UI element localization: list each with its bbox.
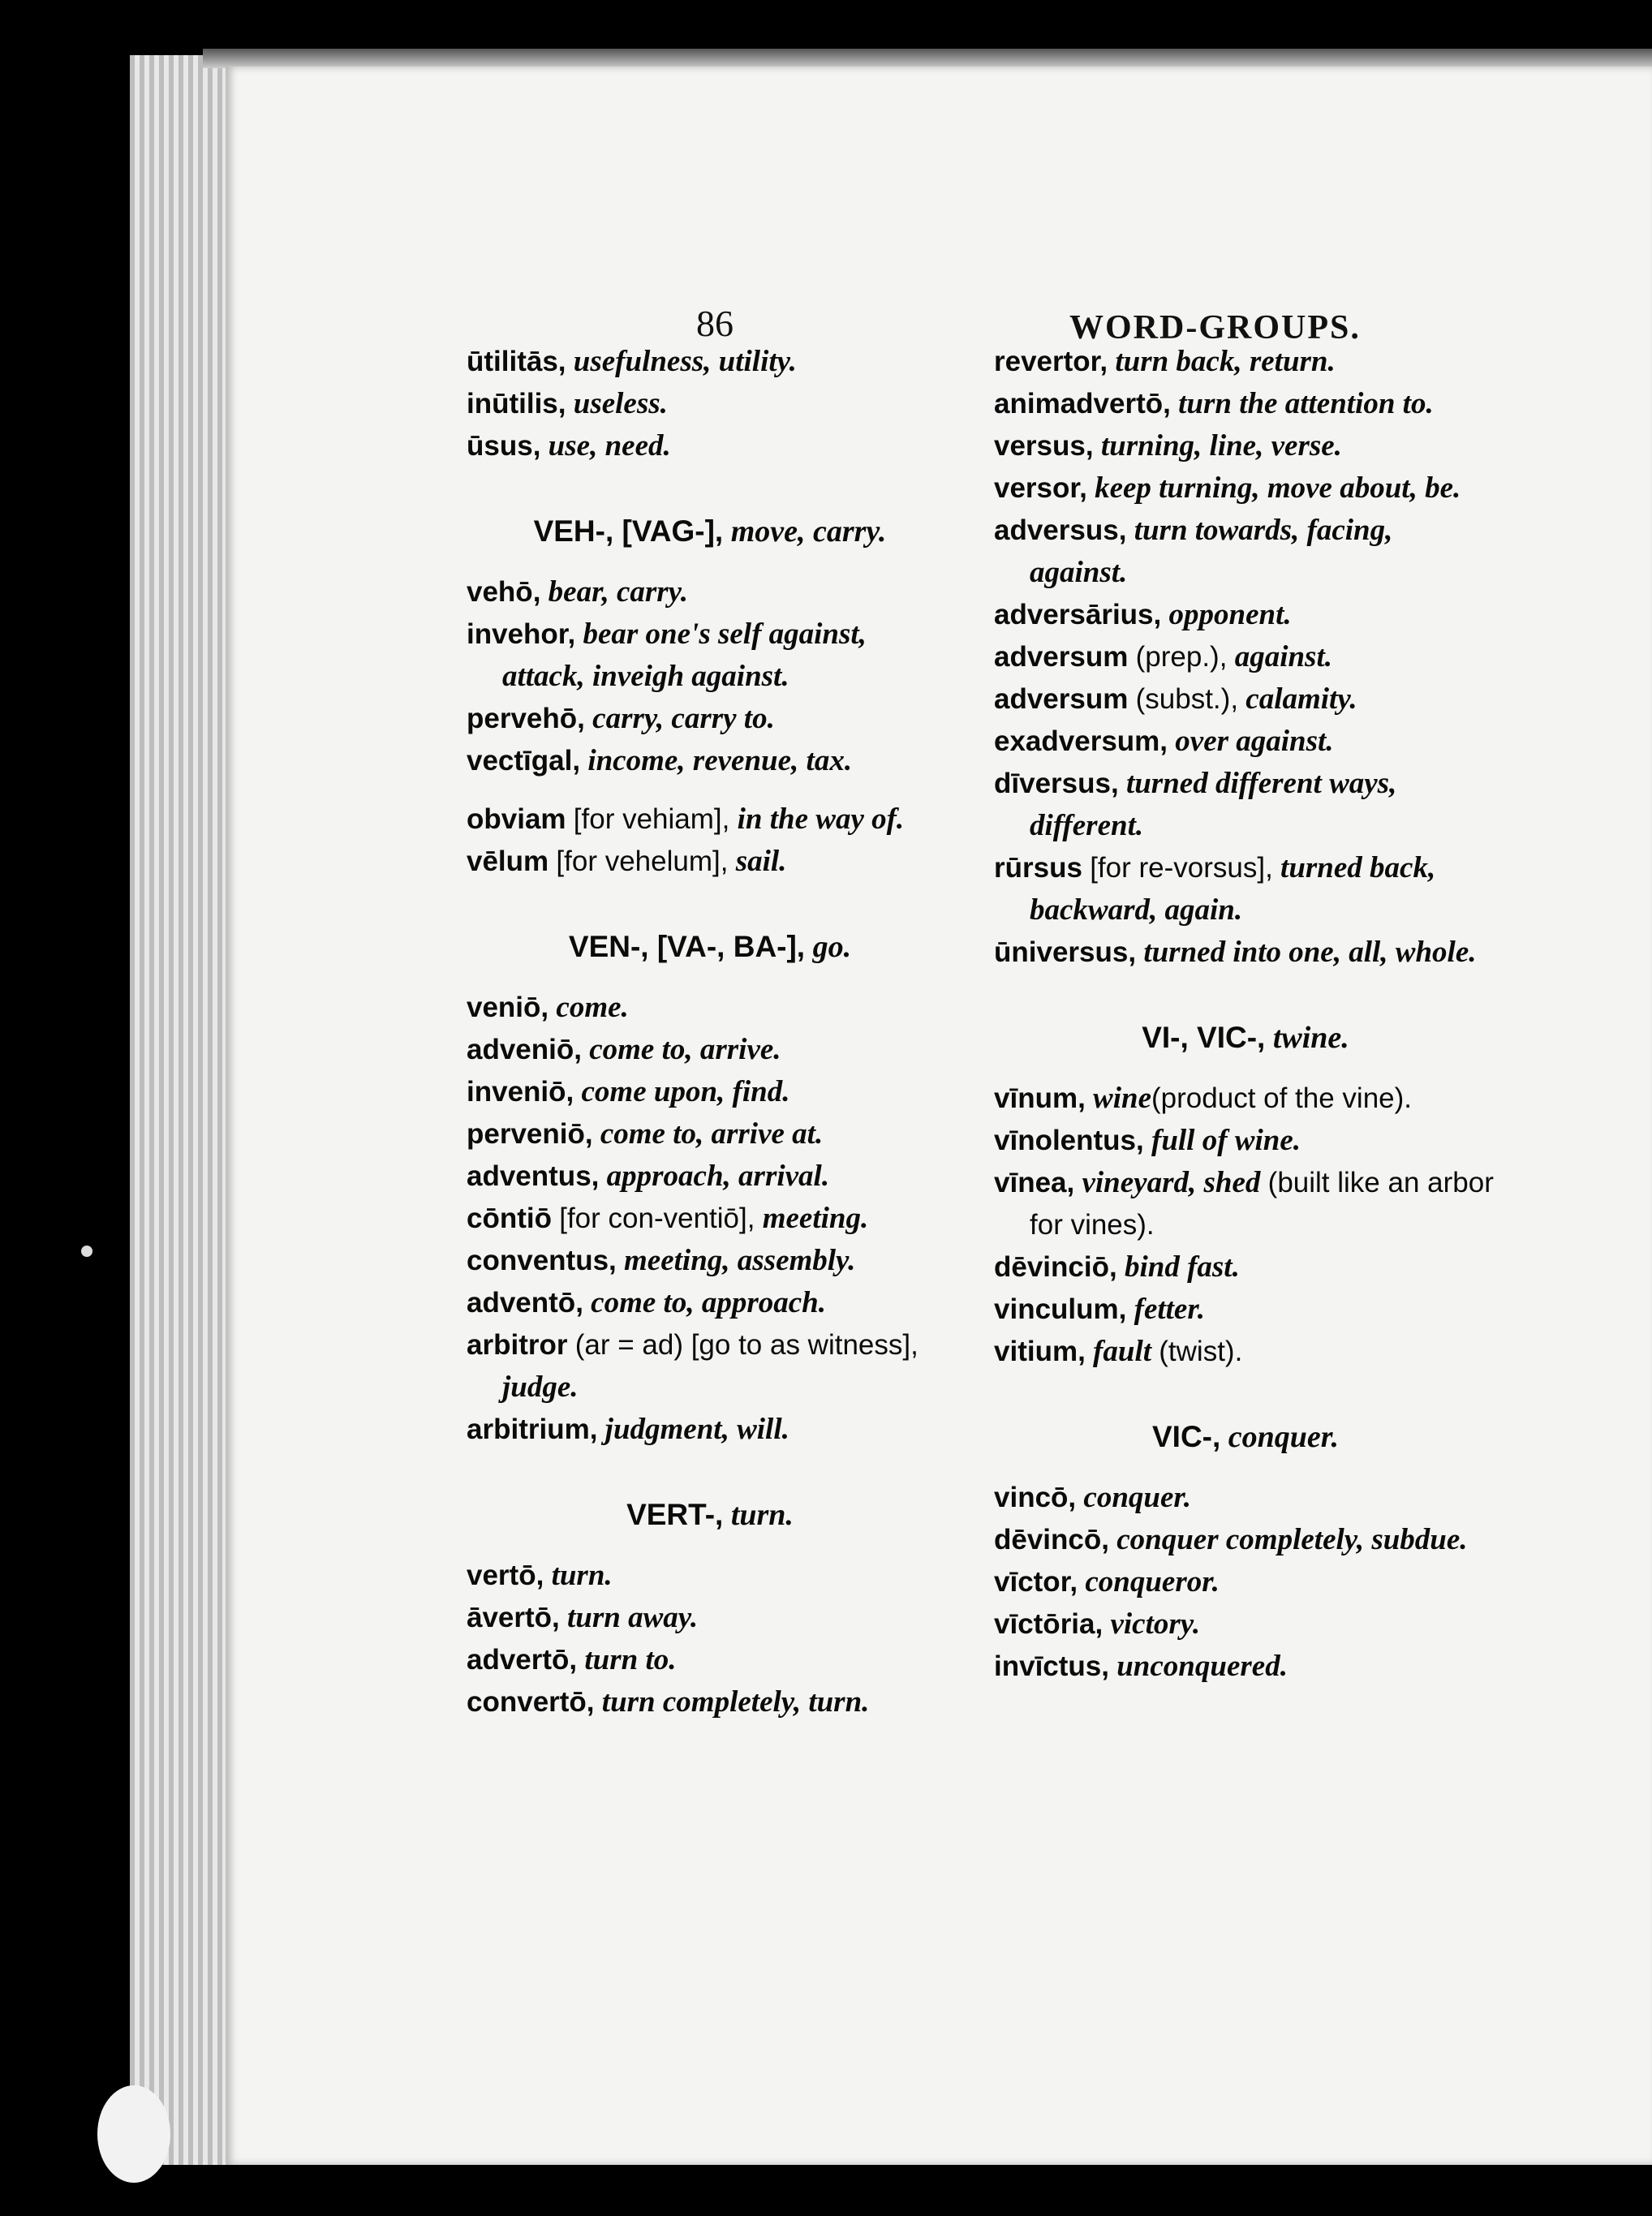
entry: perveniō, come to, arrive at. (467, 1117, 824, 1151)
entry: rūrsus [for re-vorsus], turned back, backward, again. (994, 851, 1436, 927)
entry: adversum (prep.), against. (994, 640, 1332, 673)
entry: versor, keep turning, move about, be. (994, 471, 1461, 505)
entry: pervehō, carry, carry to. (467, 702, 775, 735)
running-head: WORD-GROUPS. (1069, 309, 1361, 346)
group-heading: VERT-, turn. (626, 1498, 794, 1532)
entry: ūtilitās, usefulness, utility. (467, 345, 797, 378)
spacer (467, 782, 953, 798)
page-number: 86 (696, 303, 734, 344)
entry: vitium, fault (twist). (994, 1335, 1243, 1368)
entry: dīversus, turned different ways, different. (994, 767, 1397, 842)
entry: adveniō, come to, arrive. (467, 1033, 781, 1066)
entry: veniō, come. (467, 991, 629, 1024)
right-column (994, 341, 1497, 1688)
entry: exadversum, over against. (994, 725, 1334, 758)
left-column (467, 341, 953, 1723)
entry: obviam [for vehiam], in the way of. (467, 802, 905, 836)
group-heading: VI-, VIC-, twine. (1142, 1021, 1349, 1055)
entry: inveniō, come upon, find. (467, 1075, 790, 1108)
group-heading: VIC-, conquer. (1152, 1420, 1339, 1454)
scan-speck (97, 2085, 170, 2183)
entry: adventō, come to, approach. (467, 1286, 826, 1319)
intro-entries (467, 341, 953, 467)
entry: vīctōria, victory. (994, 1607, 1201, 1641)
entry: vīnum, wine(product of the vine). (994, 1082, 1413, 1115)
entry: adversus, turn towards, facing, against. (994, 514, 1393, 589)
entry: vectīgal, income, revenue, tax. (467, 744, 853, 777)
entry: conventus, meeting, assembly. (467, 1244, 856, 1277)
entry: cōntiō [for con-ventiō], meeting. (467, 1202, 869, 1235)
group-heading: VEH-, [VAG-], move, carry. (533, 514, 887, 549)
entry: dēvinciō, bind fast. (994, 1250, 1240, 1284)
entry: ūniversus, turned into one, all, whole. (994, 936, 1477, 969)
entry: versus, turning, line, verse. (994, 429, 1342, 463)
entry: vehō, bear, carry. (467, 575, 688, 609)
entry: adversārius, opponent. (994, 598, 1292, 631)
entry: animadvertō, turn the attention to. (994, 387, 1434, 420)
entry: dēvincō, conquer completely, subdue. (994, 1523, 1468, 1556)
entry: convertō, turn completely, turn. (467, 1685, 870, 1719)
entry: adversum (subst.), calamity. (994, 682, 1357, 716)
entry: revertor, turn back, return. (994, 345, 1336, 378)
entry: invīctus, unconquered. (994, 1650, 1288, 1683)
entry: āvertō, turn away. (467, 1601, 699, 1634)
entry: adventus, approach, arrival. (467, 1160, 830, 1193)
entry: vertō, turn. (467, 1559, 613, 1592)
entry: arbitror (ar = ad) [go to as witness], judge. (467, 1329, 918, 1404)
page-top-shade (203, 49, 1652, 68)
group-heading: VEN-, [VA-, BA-], go. (568, 930, 852, 964)
scan-speck (81, 1246, 92, 1257)
entry: vīctor, conqueror. (994, 1565, 1220, 1599)
entry: advertō, turn to. (467, 1643, 677, 1676)
entry: vīnolentus, full of wine. (994, 1124, 1301, 1157)
entry: inūtilis, useless. (467, 387, 668, 420)
entry: vincō, conquer. (994, 1481, 1191, 1514)
entry: invehor, bear one's self against, attack, inveigh against. (467, 617, 867, 693)
entry: vīnea, vineyard, shed (built like an arbor for vines). (994, 1166, 1494, 1241)
entry: vēlum [for vehelum], sail. (467, 845, 787, 878)
entry: arbitrium, judgment, will. (467, 1413, 789, 1446)
entry: vinculum, fetter. (994, 1293, 1205, 1326)
entry: ūsus, use, need. (467, 429, 671, 463)
